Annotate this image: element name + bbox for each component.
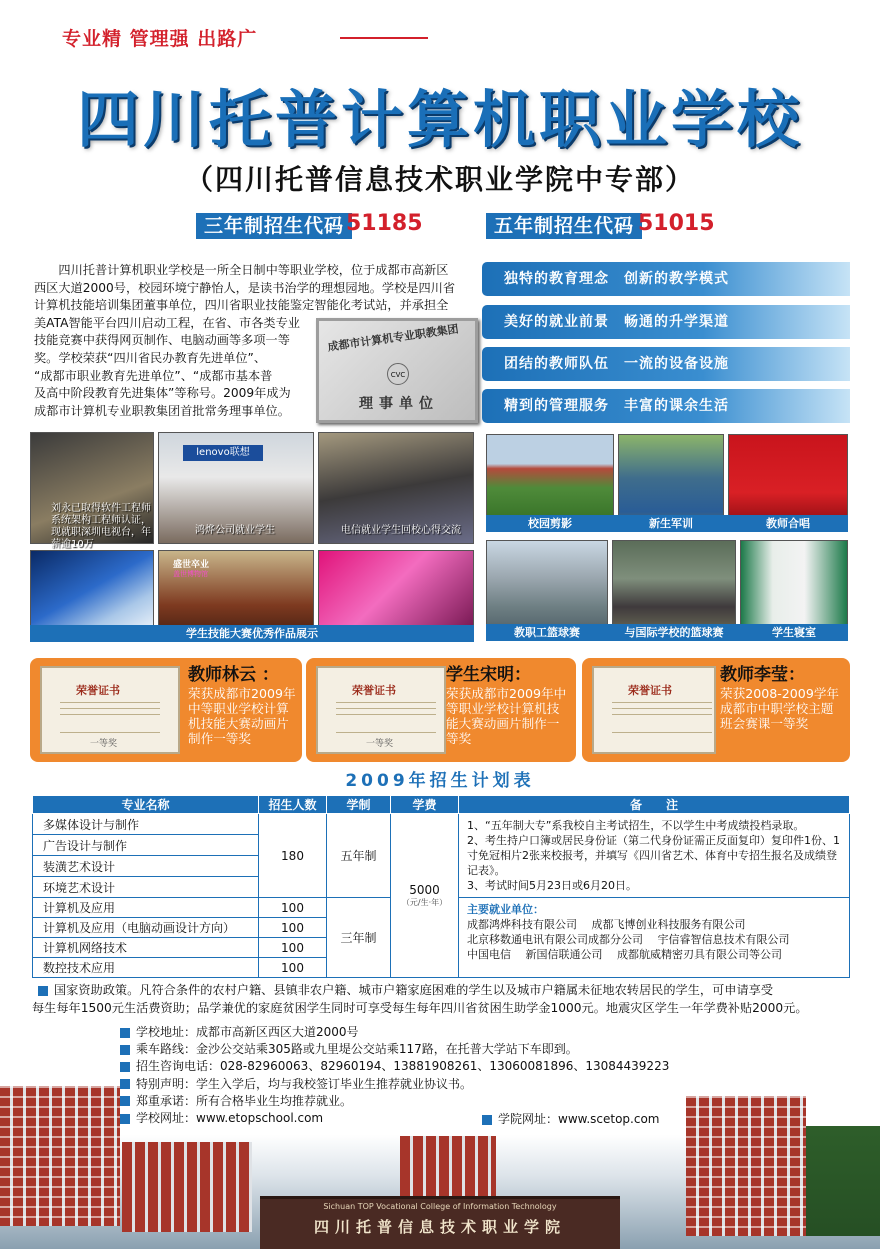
enroll-count: 100: [259, 898, 327, 918]
major-name: 数控技术应用: [33, 958, 259, 978]
award-desc: 荣获2008-2009学年成都市中职学校主题班会赛课一等奖: [720, 686, 840, 731]
intro-line: “成都市职业教育先进单位”、“成都市基本普: [34, 368, 273, 383]
contact-promise: 郑重承诺：所有合格毕业生均推荐就业。: [136, 1093, 353, 1108]
certificate-image: [592, 666, 716, 754]
award-card: [582, 658, 850, 762]
certificate-stamp: 一等奖: [90, 739, 118, 749]
trees: [806, 1126, 880, 1236]
tuition-fee: [391, 814, 459, 978]
photo-caption: 新生军训: [649, 517, 693, 530]
award-person: 教师李莹：: [720, 665, 805, 685]
building-left-2: [122, 1142, 252, 1232]
note-item: 3、考试时间5月23日或6月20日。: [467, 879, 637, 892]
bullet-icon: [120, 1062, 130, 1072]
book-subtitle: 盖世博物馆: [173, 570, 208, 578]
photo-hongye-company: [158, 432, 314, 544]
plaque-top-text: 成都市计算机专业职教集团: [326, 322, 460, 354]
bullet-icon: [120, 1079, 130, 1089]
table-header-row: [33, 796, 850, 814]
employers-cell: [459, 898, 850, 978]
enroll-code-3yr: 51185: [346, 211, 423, 236]
lenovo-sign: lenovo联想: [183, 445, 263, 461]
award-desc: 荣获成都市2009年中等职业学校计算机技能大赛动画片制作一等奖: [446, 686, 567, 746]
school-title: 四川托普计算机职业学校: [76, 83, 803, 156]
cvc-logo: CVC: [387, 363, 409, 385]
intro-line: 及高中阶段教育先进集体”等称号。2009年成为: [34, 386, 291, 401]
employer-line: 北京移数通电讯有限公司成都分公司 宇信睿智信息技术有限公司: [467, 933, 790, 946]
fee-unit: （元/生·年）: [401, 898, 448, 907]
college-website[interactable]: 学院网址：www.scetop.com: [498, 1112, 660, 1126]
notes-cell: [459, 814, 850, 898]
employer-line: 中国电信 新国信联通公司 成都航威精密刃具有限公司等公司: [467, 948, 782, 961]
plan-title: 2009年招生计划表: [345, 771, 535, 791]
note-item: 1、“五年制大专”系我校自主考试招生，不以学生中考成绩投档录取。: [467, 819, 805, 832]
intro-line: 技能竞赛中获得网页制作、电脑动画等多项一等: [34, 333, 290, 348]
slogan-divider: [340, 37, 428, 39]
certificate-image: [316, 666, 446, 754]
major-name: 多媒体设计与制作: [33, 814, 259, 835]
certificate-stamp: 一等奖: [366, 739, 394, 749]
contact-address: 学校地址：成都市高新区西区大道2000号: [136, 1025, 359, 1039]
intro-line: 奖。学校荣获“四川省民办教育先进单位”、: [34, 350, 267, 365]
major-name: 计算机网络技术: [33, 938, 259, 958]
award-person: 教师林云 ：: [188, 665, 279, 685]
photo-dormitory: [740, 540, 848, 636]
feature-bar: 团结的教师队伍 一流的设备设施: [482, 347, 850, 381]
photo-caption: 教师合唱: [766, 517, 810, 530]
aid-line: 每生每年1500元生活费资助；品学兼优的家庭贫困学生同时可享受每生每年四川省贫困生助学金1000元。地震灾区学生一年学费补贴2000元。: [32, 1000, 808, 1015]
enroll-code-5yr: 51015: [638, 211, 715, 236]
bullet-icon: [120, 1045, 130, 1055]
intro-line: 美ATA智能平台四川启动工程，在省、市各类专业: [34, 315, 300, 330]
photo-caption: 鸿烨公司就业学生: [195, 525, 275, 536]
building-windows: [0, 1086, 120, 1226]
school-subtitle: （四川托普信息技术职业学院中专部）: [184, 163, 695, 196]
col-header-major: 专业名称: [33, 796, 259, 814]
photo-intl-basketball: [612, 540, 736, 636]
contact-statement: 特别声明：学生入学后，均与我校签订毕业生推荐就业协议书。: [136, 1076, 473, 1091]
gate-chinese-name: 四川托普信息技术职业学院: [313, 1218, 566, 1236]
award-card: [306, 658, 576, 762]
certificate-title: 荣誉证书: [628, 684, 672, 697]
major-name: 计算机及应用: [33, 898, 259, 918]
photo-telecom-students: [318, 432, 474, 544]
table-row: [33, 814, 850, 835]
photo-caption: 学生寝室: [772, 626, 816, 639]
award-card: [30, 658, 302, 762]
school-gate: [260, 1196, 620, 1249]
certificate-lines: [60, 702, 160, 703]
enroll-count: 100: [259, 938, 327, 958]
col-header-fee: 学费: [391, 796, 459, 814]
photo-caption: 电信就业学生回校心得交流: [341, 525, 461, 536]
enrollment-plan-table: [32, 795, 850, 978]
contact-route: 乘车路线：金沙公交站乘305路或九里堤公交站乘117路，在托普大学站下车即到。: [136, 1042, 578, 1057]
employer-line: 成都鸿烨科技有限公司 成都飞博创业科技服务有限公司: [467, 918, 746, 931]
enroll-count: 100: [259, 918, 327, 938]
enroll-count: 100: [259, 958, 327, 978]
intro-line: 成都市计算机专业职教集团首批常务理事单位。: [34, 403, 290, 418]
bullet-icon: [482, 1115, 492, 1125]
award-desc: 荣获成都市2009年中等职业学校计算机技能大赛动画片制作一等奖: [188, 686, 296, 746]
certificate-image: [40, 666, 180, 754]
certificate-lines: [612, 702, 712, 703]
intro-line: 计算机技能培训集团董事单位，四川省职业技能鉴定智能化考试站，并承担全: [34, 298, 449, 313]
certificate-title: 荣誉证书: [76, 684, 120, 697]
note-item: 2、考生持户口簿或居民身份证（第二代身份证需正反面复印）复印件1份、1寸免冠相片2张来校报考，并填写《四川省艺术、体育中专招生报名及成绩登记表》。: [467, 834, 840, 877]
photo-caption: 校园剪影: [528, 517, 572, 530]
building-windows: [686, 1096, 806, 1236]
system-3yr: 三年制: [327, 898, 391, 978]
employers-title: 主要就业单位：: [467, 903, 544, 916]
major-name: 环境艺术设计: [33, 877, 259, 898]
photo-staff-basketball: [486, 540, 608, 636]
book-title: 盛世卒业: [173, 560, 210, 570]
col-header-count: 招生人数: [259, 796, 327, 814]
photo-caption: 教职工篮球赛: [514, 626, 580, 639]
major-name: 计算机及应用（电脑动画设计方向）: [33, 918, 259, 938]
award-person: 学生宋明：: [446, 665, 531, 685]
aid-line: 国家资助政策。凡符合条件的农村户籍、县镇非农户籍、城市户籍家庭困难的学生以及城市户籍属未征地农转居民的学生，可申请享受: [54, 983, 774, 997]
photo-caption: 刘永已取得软件工程师 系统架构工程师认证，现就职深圳电视台，年薪逾10万: [51, 503, 151, 550]
gate-english-name: Sichuan TOP Vocational College of Information Technology: [323, 1202, 557, 1211]
slogan: 专业精 管理强 出路广: [62, 28, 258, 50]
feature-bar: 美好的就业前景 畅通的升学渠道: [482, 305, 850, 339]
photo-graduate-liuyong: [30, 432, 154, 550]
plaque-bottom-text: 理事单位: [359, 396, 439, 412]
bullet-icon: [120, 1028, 130, 1038]
photo-caption: 与国际学校的篮球赛: [624, 626, 724, 639]
fee-amount: 5000: [409, 883, 440, 897]
bullet-icon: [38, 986, 48, 996]
bullet-icon: [120, 1096, 130, 1106]
financial-aid: [32, 982, 852, 1017]
feature-bar: 独特的教育理念 创新的教学模式: [482, 262, 850, 296]
certificate-lines: [336, 702, 436, 703]
feature-bar: 精到的管理服务 丰富的课余生活: [482, 389, 850, 423]
certificate-title: 荣誉证书: [352, 684, 396, 697]
major-name: 广告设计与制作: [33, 835, 259, 856]
school-website[interactable]: 学校网址：www.etopschool.com: [136, 1111, 324, 1126]
council-plaque-photo: [316, 318, 478, 423]
bullet-icon: [120, 1114, 130, 1124]
contact-phone: 招生咨询电话：028-82960063、82960194、13881908261、13060081896、13084439223: [136, 1059, 670, 1074]
enroll-code-label-5yr: 五年制招生代码: [486, 213, 642, 239]
enroll-count: 180: [259, 814, 327, 898]
col-header-system: 学制: [327, 796, 391, 814]
college-website-row: [482, 1110, 660, 1127]
intro-line: 四川托普计算机职业学校是一所全日制中等职业学校，位于成都市高新区: [58, 263, 449, 277]
intro-line: 西区大道2000号，校园环境宁静怡人，是读书治学的理想园地。学校是四川省: [34, 280, 456, 295]
enroll-code-label-3yr: 三年制招生代码: [196, 213, 352, 239]
system-5yr: 五年制: [327, 814, 391, 898]
col-header-notes: 备 注: [459, 796, 850, 814]
major-name: 装潢艺术设计: [33, 856, 259, 877]
left-gallery-caption: 学生技能大赛优秀作品展示: [30, 625, 474, 642]
